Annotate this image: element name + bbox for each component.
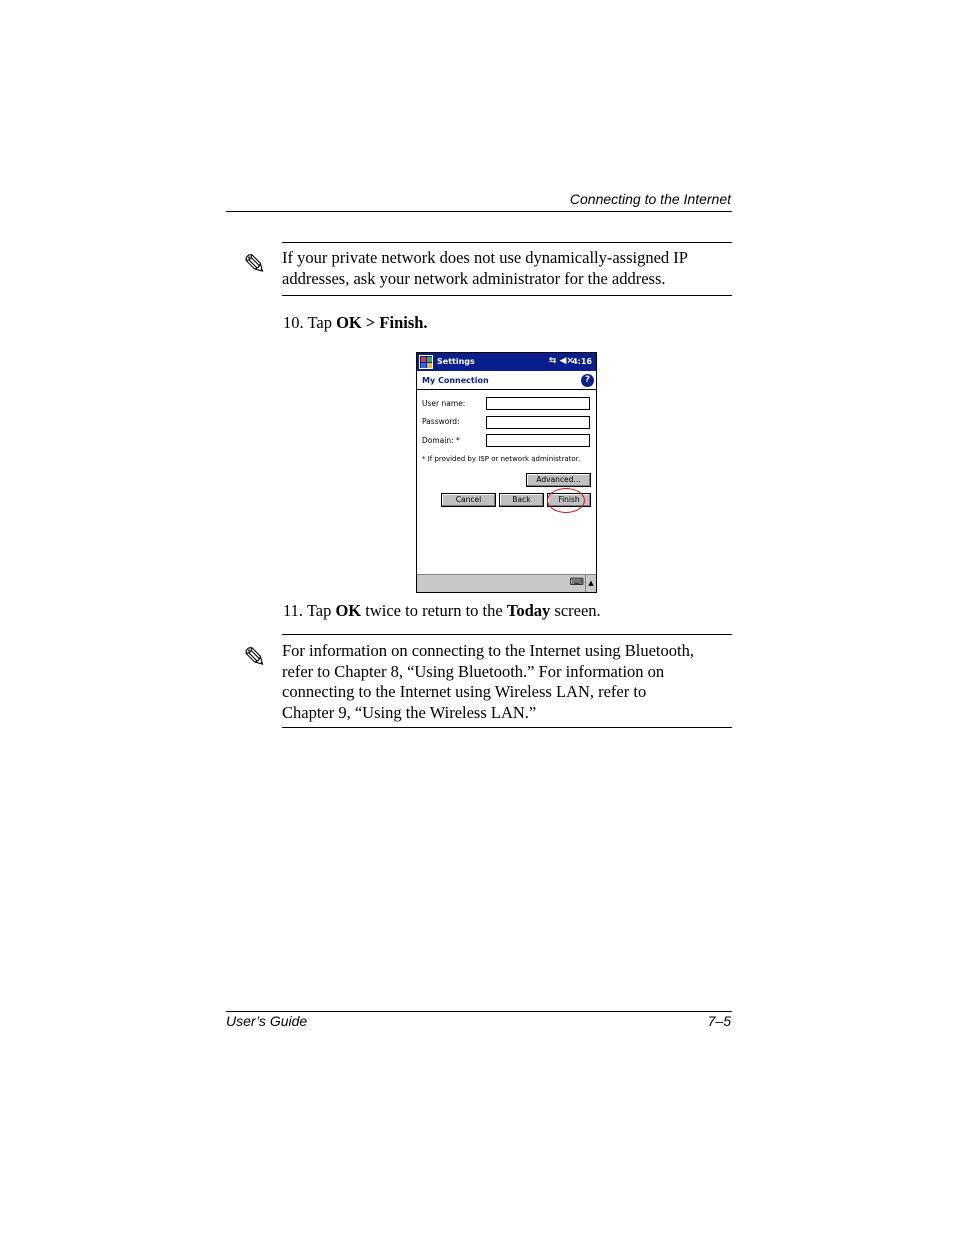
clock[interactable]: 4:16	[572, 357, 592, 366]
note2-line1: For information on connecting to the Internet using Bluetooth,	[282, 641, 694, 660]
running-header: Connecting to the Internet	[569, 191, 731, 207]
note2-bottom-rule	[282, 727, 732, 728]
note-pencil-icon: ✎	[243, 248, 267, 281]
note2-line2: refer to Chapter 8, “Using Bluetooth.” For information on	[282, 661, 665, 681]
step-10	[283, 313, 428, 333]
password-input[interactable]	[486, 416, 590, 429]
finish-button[interactable]: Finish	[547, 493, 591, 507]
cancel-button[interactable]: Cancel	[441, 493, 496, 507]
note2-top-rule	[282, 634, 732, 635]
step11-middle: twice to return to the	[361, 601, 507, 620]
note1-top-rule	[282, 242, 732, 243]
step10-sep: >	[361, 313, 380, 332]
app-title: Settings	[437, 357, 475, 366]
keyboard-icon[interactable]: ⌨	[569, 577, 584, 588]
footer-title: User’s Guide	[226, 1013, 308, 1029]
subheading: My Connection	[422, 376, 489, 385]
step10-finish: Finish.	[379, 313, 428, 332]
note2-text	[282, 641, 742, 723]
windows-start-icon[interactable]	[419, 355, 433, 369]
note2-line3: connecting to the Internet using Wireless LAN, refer to	[282, 682, 647, 701]
username-input[interactable]	[486, 397, 590, 410]
step11-prefix: 11. Tap	[283, 601, 336, 620]
step-11	[283, 601, 601, 621]
titlebar	[417, 353, 596, 371]
note-pencil-icon: ✎	[243, 641, 267, 674]
domain-label: Domain: *	[422, 436, 460, 445]
username-label: User name:	[422, 399, 466, 408]
step11-suffix: screen.	[550, 601, 601, 620]
input-panel-arrow-icon[interactable]: ▲	[585, 575, 596, 592]
note1-line1: If your private network does not use dynamically-assigned IP	[282, 248, 688, 267]
note2-line4: Chapter 9, “Using the Wireless LAN.”	[282, 702, 537, 722]
note1-text	[282, 248, 742, 289]
bottom-menu-bar	[417, 574, 596, 592]
advanced-button[interactable]: Advanced...	[526, 473, 591, 487]
password-label: Password:	[422, 417, 460, 426]
connectivity-volume-icons[interactable]: ⇆ ◀×	[548, 356, 574, 366]
field-footnote: * If provided by ISP or network administrator.	[422, 455, 581, 463]
note1-line2: addresses, ask your network administrator for the address.	[282, 268, 666, 288]
page-number: 7–5	[707, 1013, 731, 1029]
domain-input[interactable]	[486, 434, 590, 447]
note1-bottom-rule	[282, 295, 732, 296]
step10-ok: OK	[336, 313, 362, 332]
back-button[interactable]: Back	[499, 493, 544, 507]
header-rule	[226, 211, 732, 212]
finish-highlight-circle	[547, 488, 585, 513]
help-icon[interactable]: ?	[581, 374, 594, 387]
step11-ok: OK	[335, 601, 362, 620]
subheading-bar	[417, 372, 596, 390]
step11-today: Today	[506, 601, 551, 620]
step10-prefix: 10. Tap	[283, 313, 337, 332]
footer-rule	[226, 1011, 732, 1012]
pocketpc-screenshot	[416, 352, 597, 593]
